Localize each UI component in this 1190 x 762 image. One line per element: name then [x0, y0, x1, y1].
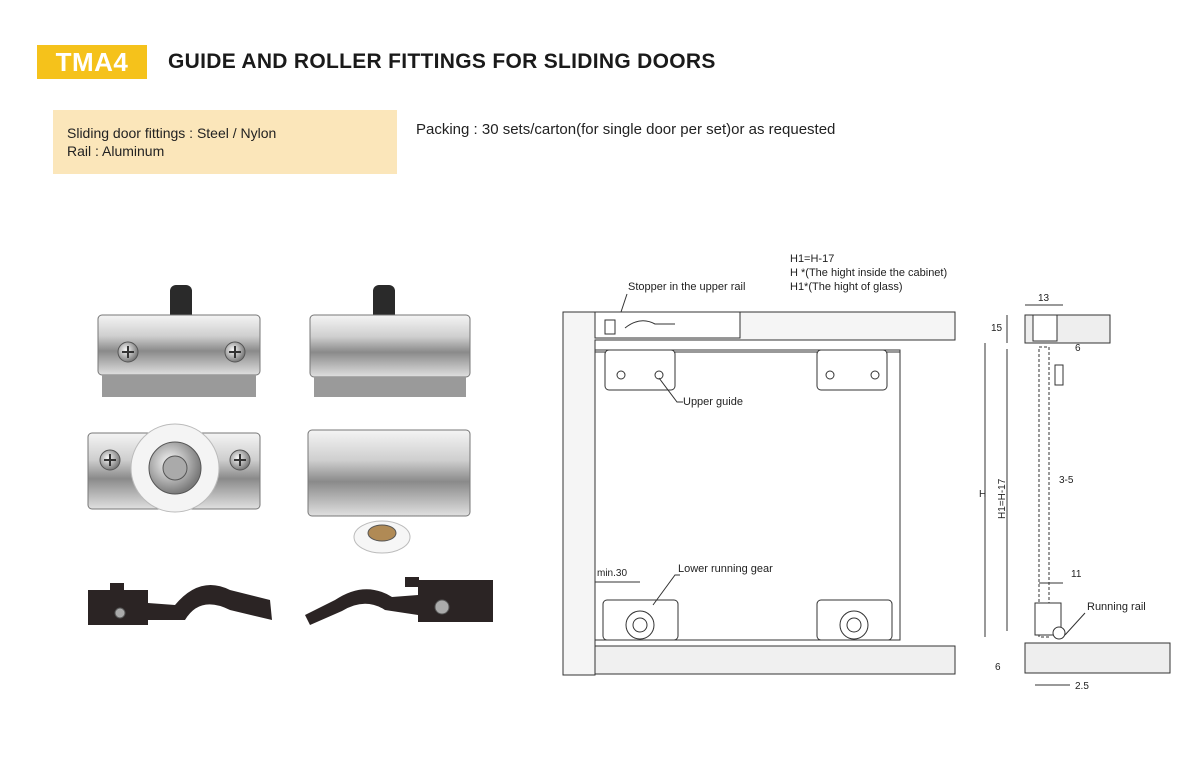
lower-roller-photo-front	[88, 424, 260, 512]
note-h1-glass: H1*(The hight of glass)	[790, 281, 903, 293]
upper-guide-photo-back	[310, 285, 470, 397]
dim-6-bottom: 6	[995, 662, 1001, 673]
side-section-drawing	[975, 285, 1175, 705]
dim-3-5: 3-5	[1059, 475, 1074, 486]
label-lower-gear: Lower running gear	[678, 563, 773, 575]
product-code-badge: TMA4	[37, 45, 147, 79]
spec-material: Sliding door fittings : Steel / Nylon	[67, 125, 277, 141]
dim-13: 13	[1038, 293, 1050, 304]
dim-h: H	[979, 489, 987, 500]
spec-box	[53, 110, 397, 174]
packing-info: Packing : 30 sets/carton(for single door per set)or as requested	[416, 121, 836, 138]
dim-6-top: 6	[1075, 343, 1081, 354]
page-title: GUIDE AND ROLLER FITTINGS FOR SLIDING DOORS	[168, 50, 716, 73]
label-stopper: Stopper in the upper rail	[628, 281, 746, 293]
dim-h1: H1=H-17	[997, 478, 1008, 519]
dim-15: 15	[991, 323, 1003, 334]
stopper-photo-left	[88, 583, 272, 625]
label-running-rail: Running rail	[1087, 601, 1146, 613]
note-h1: H1=H-17	[790, 253, 835, 265]
dim-2-5: 2.5	[1075, 681, 1089, 692]
stopper-photo-right	[305, 577, 493, 625]
lower-roller-photo-back	[308, 430, 470, 553]
front-view-drawing	[555, 250, 975, 690]
spec-rail: Rail : Aluminum	[67, 143, 165, 159]
dim-min30: min.30	[597, 568, 628, 579]
dim-11: 11	[1071, 569, 1082, 580]
product-photos	[80, 275, 510, 645]
note-h: H *(The hight inside the cabinet)	[790, 267, 948, 279]
label-upper-guide: Upper guide	[683, 396, 743, 408]
upper-guide-photo-front	[98, 285, 260, 397]
